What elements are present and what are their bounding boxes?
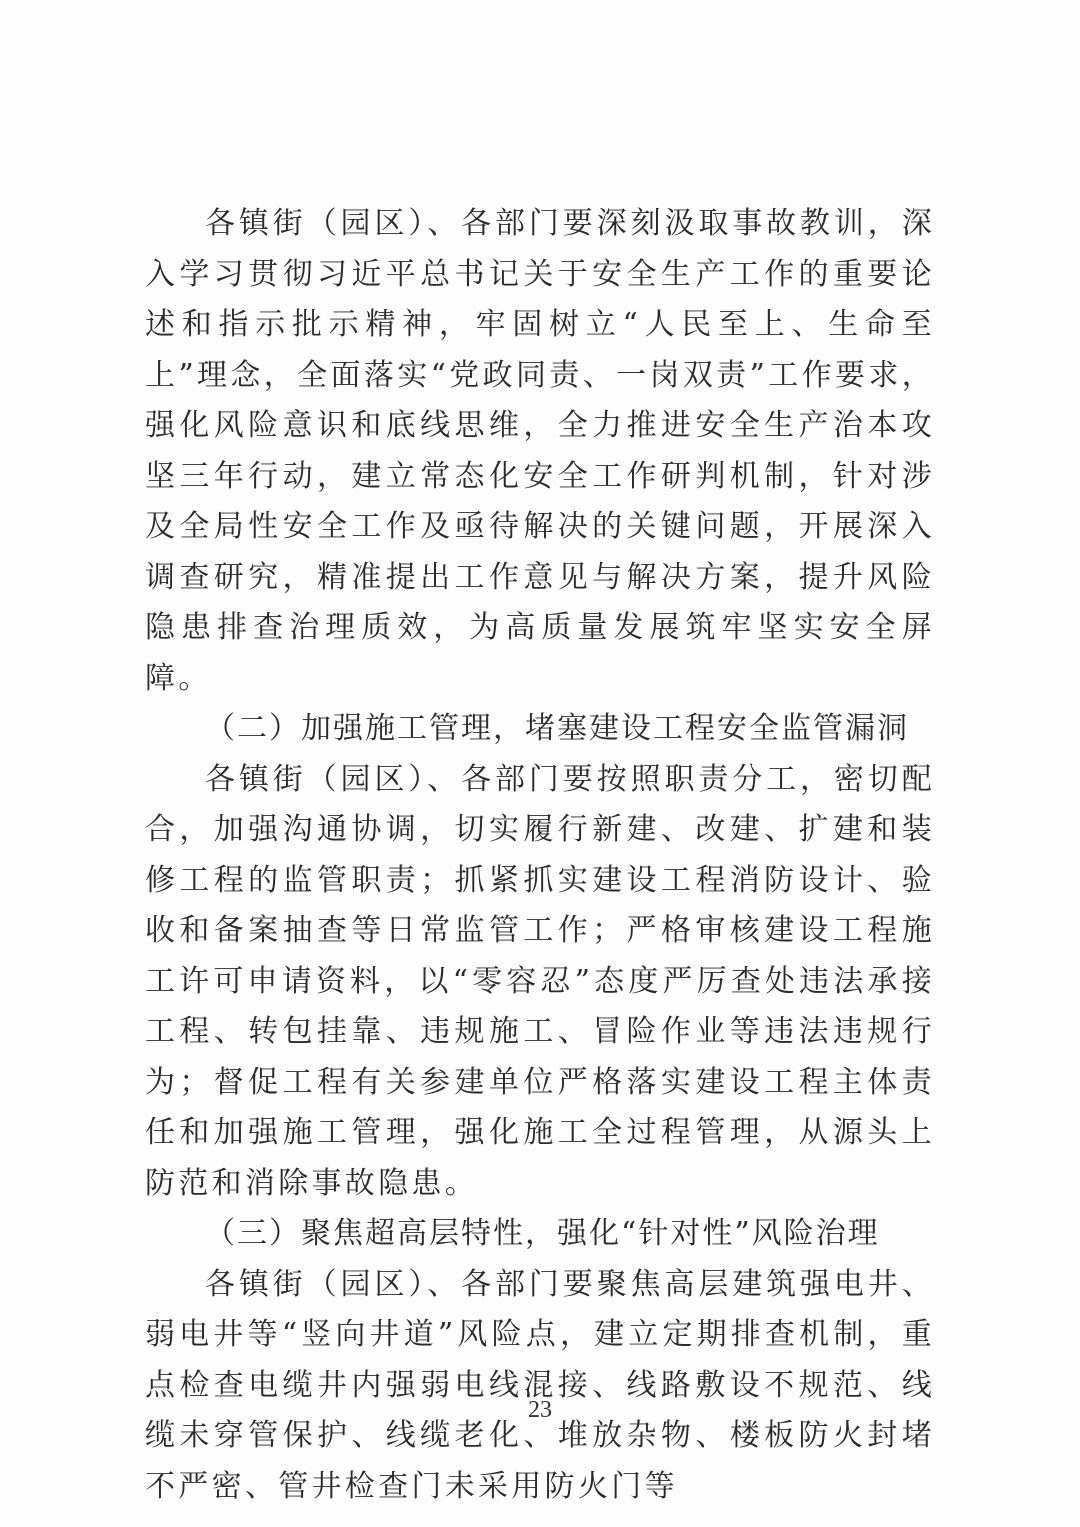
section-heading-high-rise: （三）聚焦超高层特性，强化“针对性”风险治理 (205, 1216, 880, 1251)
paragraph-construction: 各镇街（园区）、各部门要按照职责分工，密切配合，加强沟通协调，切实履行新建、改建、扩建和装修工程的监管职责；抓紧抓实建设工程消防设计、验收和备案抽查等日常监管工作；严格审核建设工程施工许可申请资料，以“零容忍”态度严厉查处违法承接工程、转包挂靠、违规施工、冒险作业等违法违规行为；督促工程有关参建单位严格落实建设工程主体责任和加强施工管理，强化施工全过程管理，从源头上防范和消除事故隐患。 (145, 761, 935, 1201)
paragraph-lessons: 各镇街（园区）、各部门要深刻汲取事故教训，深入学习贯彻习近平总书记关于安全生产工作的重要论述和指示批示精神，牢固树立“人民至上、生命至上”理念，全面落实“党政同责、一岗双责”工作要求，强化风险意识和底线思维，全力推进安全生产治本攻坚三年行动，建立常态化安全工作研判机制，针对涉及全局性安全工作及亟待解决的关键问题，开展深入调查研究，精准提出工作意见与解决方案，提升风险隐患排查治理质效，为高质量发展筑牢坚实安全屏障。 (145, 206, 935, 696)
document-body (145, 199, 935, 1512)
paragraph-high-rise: 各镇街（园区）、各部门要聚焦高层建筑强电井、弱电井等“竖向井道”风险点，建立定期排查机制，重点检查电缆井内强弱电线混接、线路敷设不规范、线缆未穿管保护、线缆老化、堆放杂物、楼板防火封堵不严密、管井检查门未采用防火门等 (145, 1266, 935, 1504)
page-number: 23 (528, 1397, 552, 1423)
section-heading-construction: （二）加强施工管理，堵塞建设工程安全监管漏洞 (205, 711, 909, 746)
